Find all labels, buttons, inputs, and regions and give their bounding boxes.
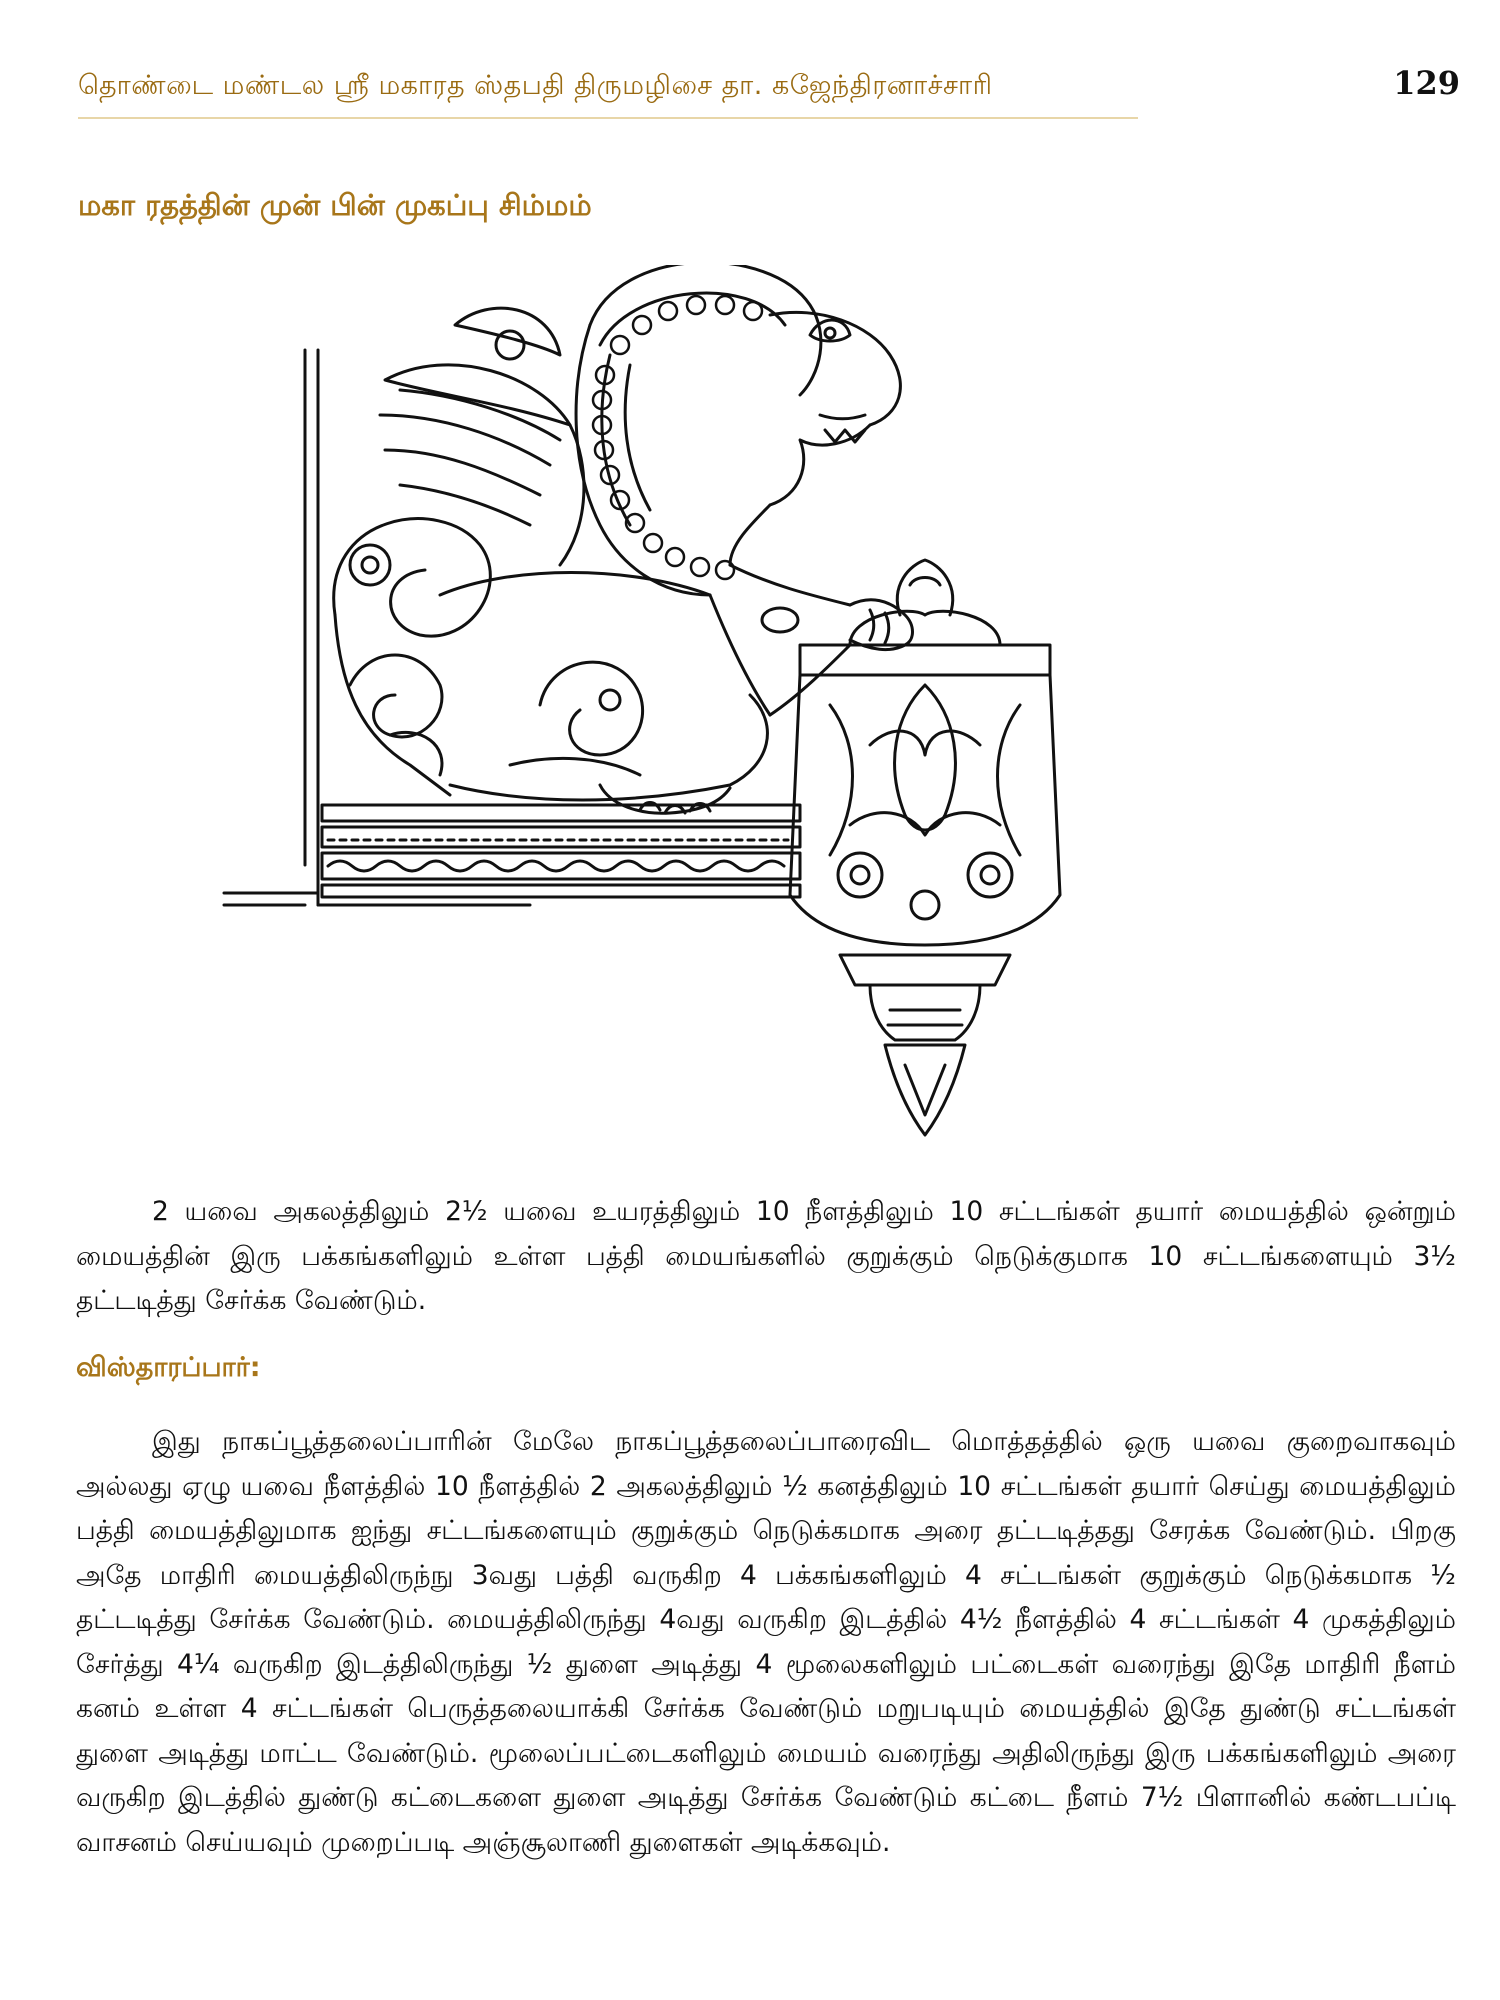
lion-bracket-illustration xyxy=(210,265,1330,1165)
paragraph-1-text: 2 யவை அகலத்திலும் 2½ யவை உயரத்திலும் 10 நீளத்திலும் 10 சட்டங்கள் தயார் மையத்தில் ஒன்றும் மையத்தின் இரு பக்கங்களிலும் உள்ள பத்தி மையங்களில் குறுக்கும் நெடுக்குமாக 10 சட்டங்களையும் 3½ தட்டடித்து சேர்க்க வேண்டும். xyxy=(76,1196,1456,1316)
paragraph-2-text: இது நாகப்பூத்தலைப்பாரின் மேலே நாகப்பூத்தலைப்பாரைவிட மொத்தத்தில் ஒரு யவை குறைவாகவும் அல்லது ஏழு யவை நீளத்தில் 10 நீளத்தில் 2 அகலத்திலும் ½ கனத்திலும் 10 சட்டங்கள் தயார் செய்து மையத்திலும் பத்தி மையத்திலுமாக ஐந்து சட்டங்களையும் குறுக்கும் நெடுக்கமாக அரை தட்டடித்தது சேரக்க வேண்டும். பிறகு அதே மாதிரி மையத்திலிருந்நு 3வது பத்தி வருகிற 4 பக்கங்களிலும் 4 சட்டங்கள் குறுக்கும் நெடுக்கமாக ½ தட்டடித்து சேர்க்க வேண்டும். மையத்திலிருந்து 4வது வருகிற இடத்தில் 4½ நீளத்தில் 4 சட்டங்கள் 4 முகத்திலும் சேர்த்து 4¼ வருகிற இடத்திலிருந்து ½ துளை அடித்து 4 மூலைகளிலும் பட்டைகள் வரைந்து இதே மாதிரி நீளம் கனம் உள்ள 4 சட்டங்கள் பெருத்தலையாக்கி சேர்க்க வேண்டும் மறுபடியும் மையத்தில் இதே துண்டு சட்டங்கள் துளை அடித்து மாட்ட வேண்டும். மூலைப்பட்டைகளிலும் மையம் வரைந்து அதிலிருந்து இரு பக்கங்களிலும் அரை வருகிற இடத்தில் துண்டு கட்டைகளை துளை அடித்து சேர்க்க வேண்டும் கட்டை நீளம் 7½ பிளானில் கண்டபப்டி வாசனம் செய்யவும் முறைப்படி அஞ்சூலாணி துளைகள் அடிக்கவும். xyxy=(76,1426,1456,1858)
header-rule xyxy=(78,117,1138,119)
lion-wing xyxy=(380,308,584,565)
running-header: தொண்டை மண்டல ஸ்ரீ மகாரத ஸ்தபதி திருமழிசை தா. கஜேந்திரனாச்சாரி xyxy=(78,70,993,101)
page-number: 129 xyxy=(1393,64,1460,102)
bracket-column xyxy=(790,560,1060,1135)
subheading: விஸ்தாரப்பார்: xyxy=(76,1352,261,1383)
paragraph-2 xyxy=(76,1420,1456,1865)
section-title: மகா ரதத்தின் முன் பின் முகப்பு சிம்மம் xyxy=(78,188,592,222)
lion-body xyxy=(334,519,768,814)
lion-head xyxy=(576,265,912,715)
paragraph-1 xyxy=(76,1190,1456,1324)
base-bands xyxy=(322,805,800,897)
